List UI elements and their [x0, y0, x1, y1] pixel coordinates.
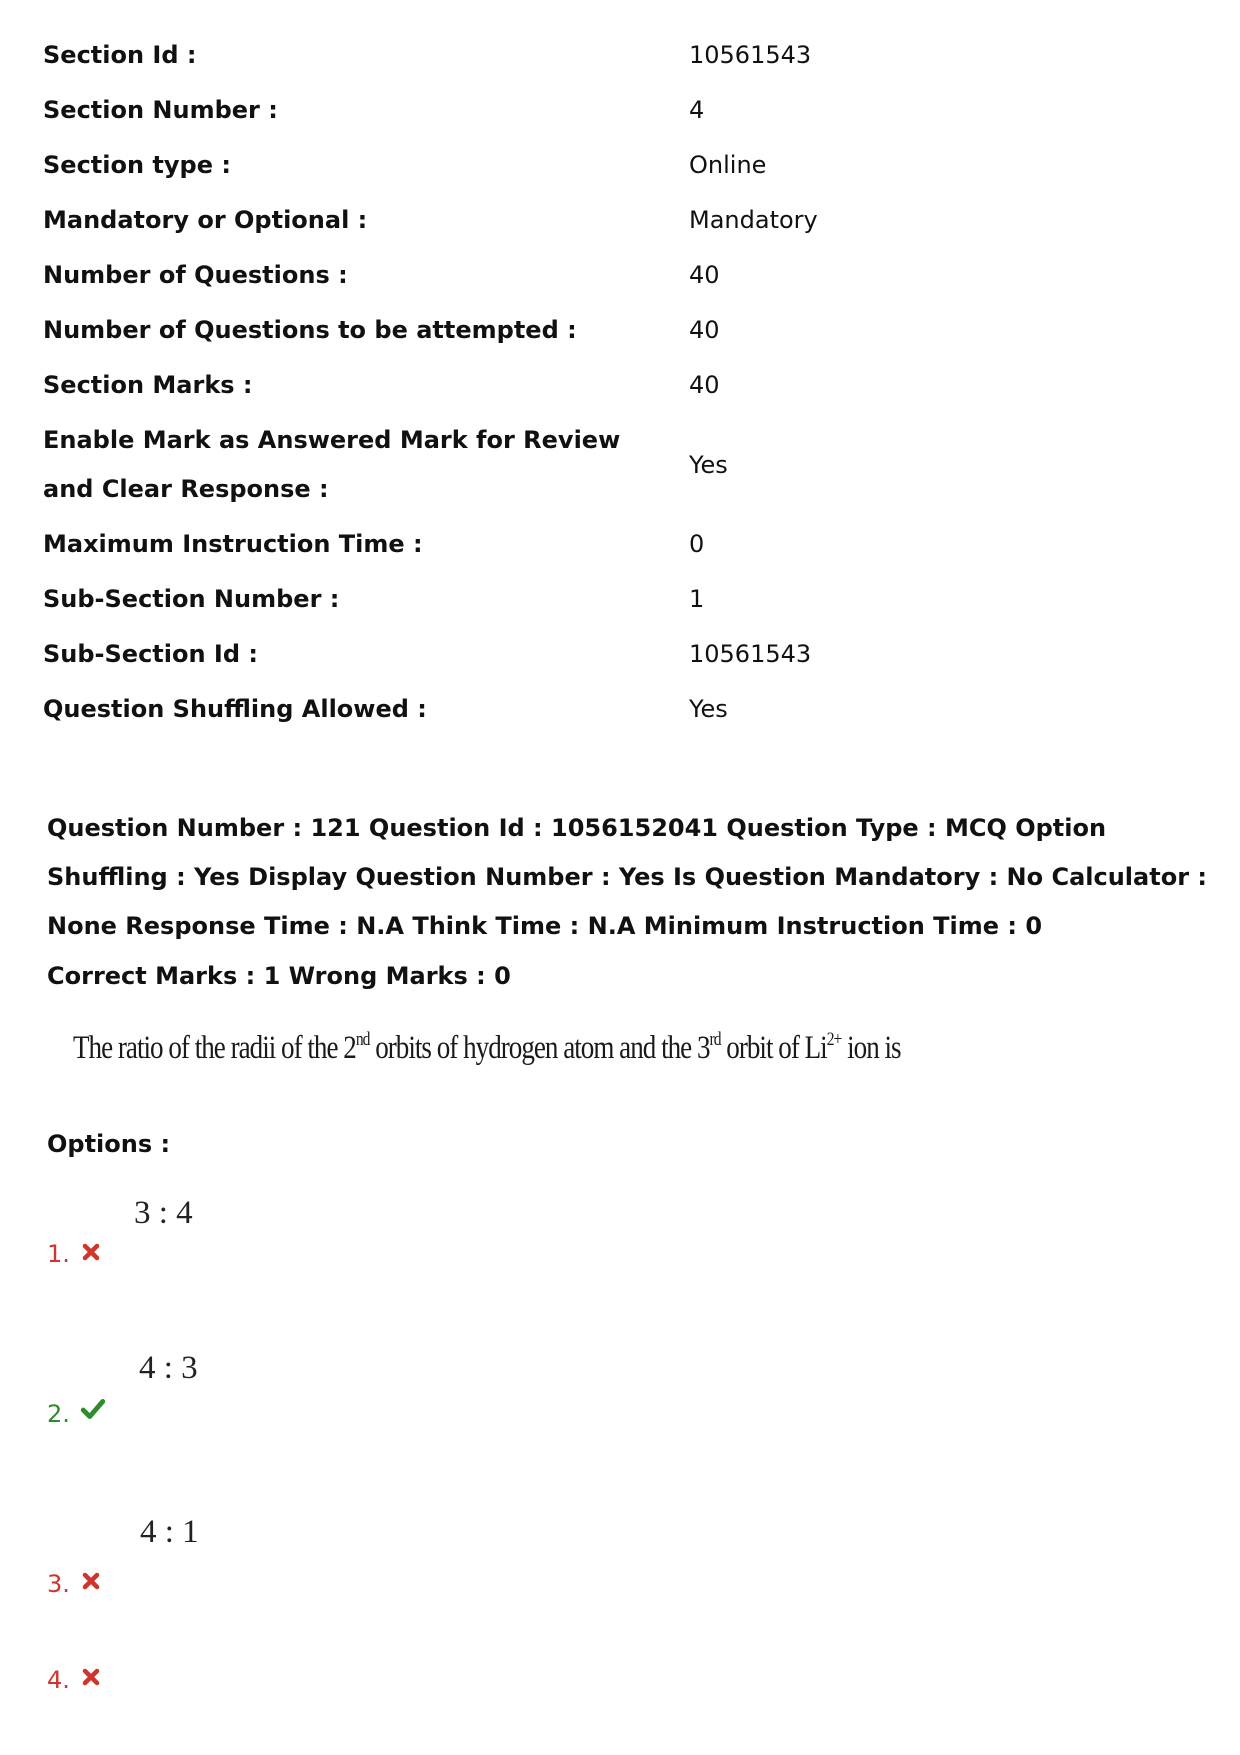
info-row-sub-section-id: [43, 627, 1193, 682]
option-number: 4.: [47, 1666, 70, 1694]
info-label: Maximum Instruction Time :: [43, 530, 423, 558]
info-value: Yes: [689, 450, 728, 479]
info-label: Section Number :: [43, 96, 278, 124]
check-icon: [80, 1397, 106, 1421]
cross-icon: [80, 1666, 102, 1688]
question-superscript: rd: [709, 1029, 721, 1050]
info-row-mandatory: [43, 193, 1193, 248]
info-label: Number of Questions :: [43, 261, 348, 289]
info-label: Question Shuffling Allowed :: [43, 695, 427, 723]
info-row-enable-mark-review: [43, 413, 1193, 517]
info-row-section-type: [43, 138, 1193, 193]
info-row-question-shuffling: [43, 682, 1193, 737]
info-value: Yes: [689, 695, 728, 723]
info-value: 10561543: [689, 41, 812, 69]
option-3[interactable]: [47, 1514, 447, 1599]
info-label: Section Id :: [43, 41, 197, 69]
info-value: 4: [689, 96, 705, 124]
info-value: Online: [689, 151, 767, 179]
option-number: 3.: [47, 1570, 70, 1598]
question-meta: Question Number : 121 Question Id : 1056152041 Question Type : MCQ Option Shuffling : Yes Display Question Number : Yes Is Question Mandatory : No Calculator : None Response Time : N.A Think Time : N.A Minimum Instruction Time : 0: [47, 814, 1207, 940]
cross-icon: [80, 1241, 102, 1263]
info-value: 10561543: [689, 640, 812, 668]
question-text-part: ion is: [841, 1030, 901, 1066]
info-label: Number of Questions to be attempted :: [43, 316, 577, 344]
question-text: [73, 1030, 901, 1067]
question-superscript: nd: [355, 1029, 370, 1050]
option-text: 4 : 1: [140, 1514, 199, 1550]
info-label: Sub-Section Number :: [43, 585, 340, 613]
question-marks: Correct Marks : 1 Wrong Marks : 0: [47, 962, 511, 990]
option-text: 4 : 3: [139, 1350, 198, 1386]
info-value: 0: [689, 530, 705, 558]
info-row-number-of-questions: [43, 248, 1193, 303]
info-row-section-number: [43, 83, 1193, 138]
option-4[interactable]: [47, 1660, 447, 1700]
question-text-part: orbits of hydrogen atom and the 3: [369, 1030, 710, 1066]
info-label: Enable Mark as Answered Mark for Review and Clear Response :: [43, 426, 621, 503]
option-number: 2.: [47, 1400, 70, 1428]
info-value: Mandatory: [689, 206, 818, 234]
info-value: 1: [689, 585, 705, 613]
info-label: Sub-Section Id :: [43, 640, 258, 668]
info-row-max-instruction-time: [43, 517, 1193, 572]
info-label: Mandatory or Optional :: [43, 206, 368, 234]
info-label: Section Marks :: [43, 371, 253, 399]
option-number: 1.: [47, 1240, 70, 1268]
options-label: Options :: [47, 1130, 171, 1158]
question-text-part: The ratio of the radii of the 2: [73, 1030, 356, 1066]
option-2[interactable]: [47, 1350, 447, 1440]
info-value: 40: [689, 261, 720, 289]
info-row-questions-to-attempt: [43, 303, 1193, 358]
info-value: 40: [689, 371, 720, 399]
info-row-sub-section-number: [43, 572, 1193, 627]
info-label: Section type :: [43, 151, 231, 179]
info-value: 40: [689, 316, 720, 344]
question-superscript: 2+: [826, 1029, 842, 1050]
section-info-table: [43, 28, 1193, 737]
info-row-section-marks: [43, 358, 1193, 413]
option-1[interactable]: [47, 1195, 447, 1275]
info-row-section-id: [43, 28, 1193, 83]
option-text: 3 : 4: [134, 1195, 193, 1231]
cross-icon: [80, 1570, 102, 1592]
question-text-part: orbit of Li: [720, 1030, 827, 1066]
